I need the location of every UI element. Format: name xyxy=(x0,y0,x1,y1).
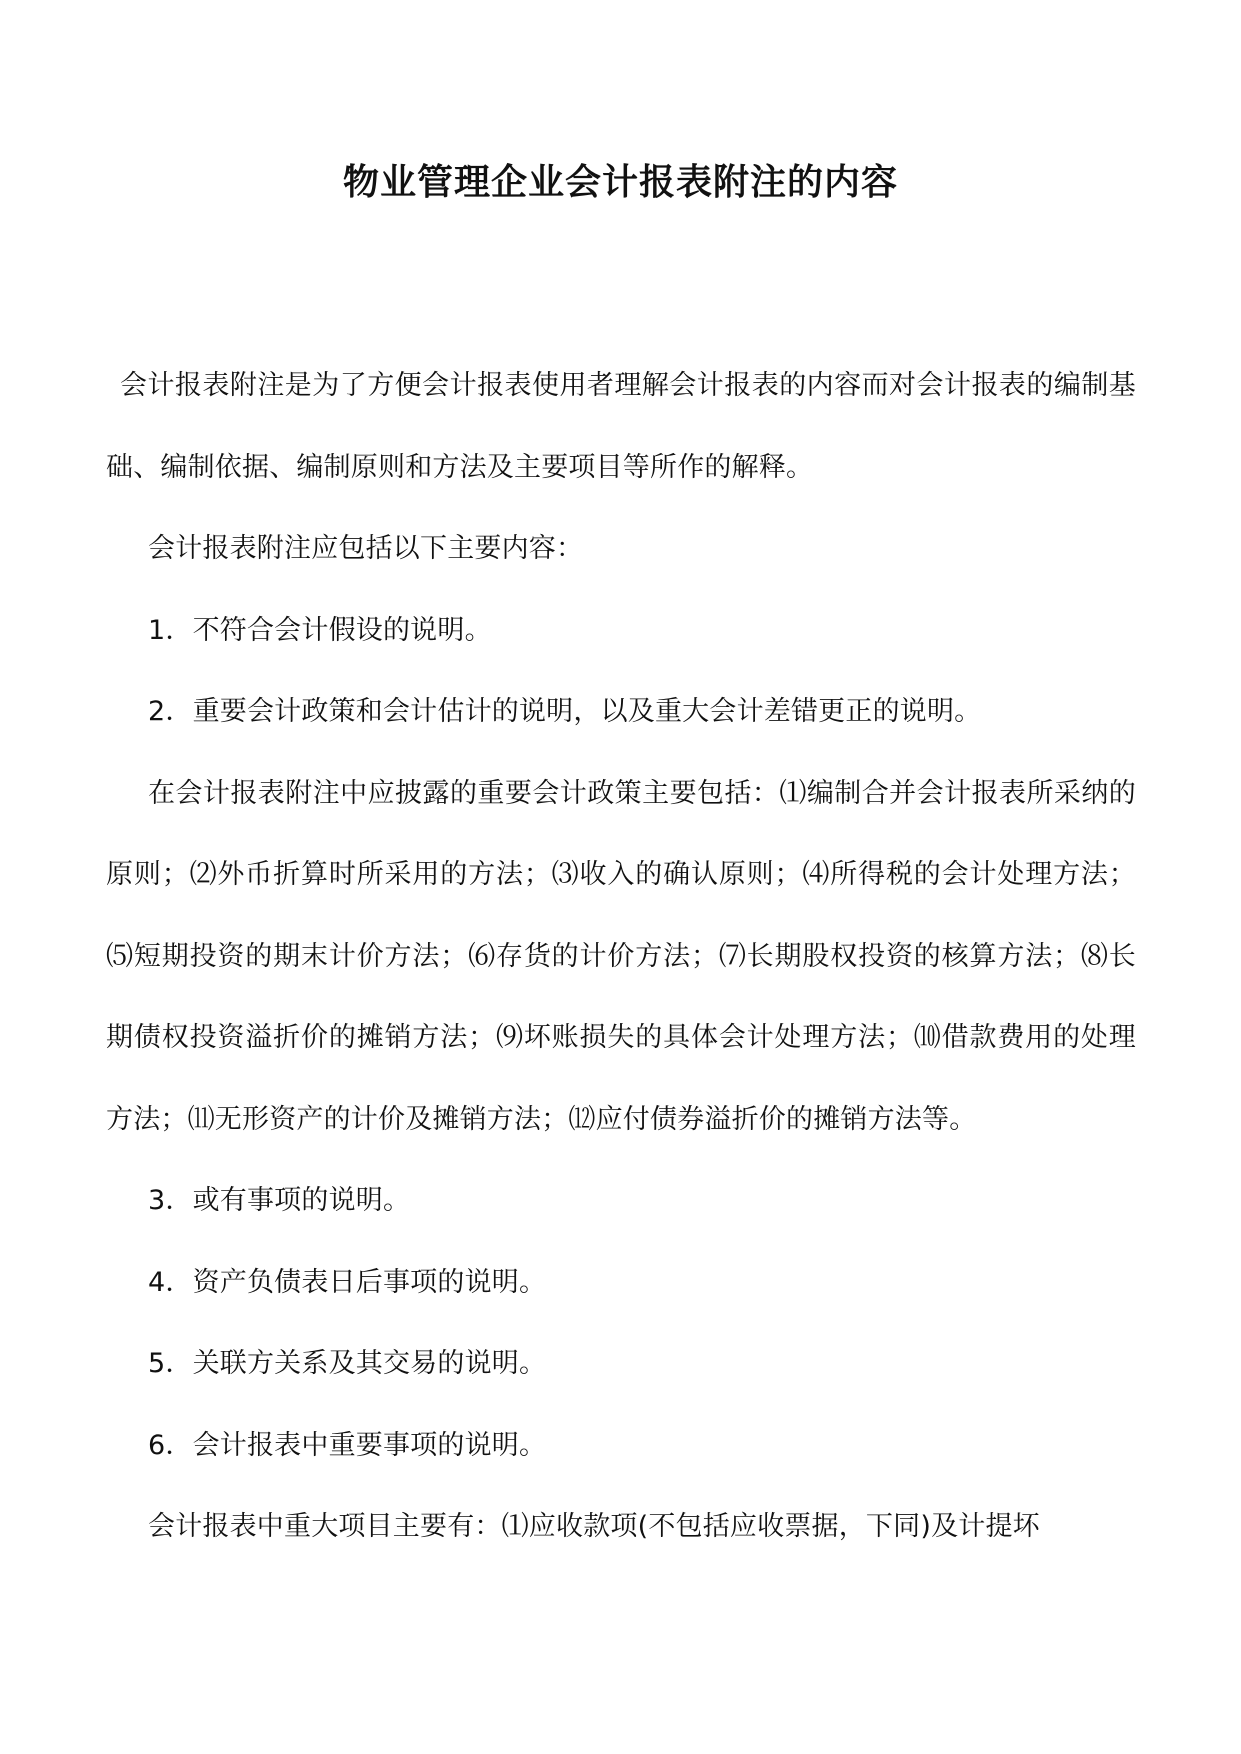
list-item-2: 2．重要会计政策和会计估计的说明，以及重大会计差错更正的说明。 xyxy=(148,696,982,727)
list-item-3: 3．或有事项的说明。 xyxy=(148,1185,411,1216)
paragraph-contents-heading: 会计报表附注应包括以下主要内容： xyxy=(148,533,584,564)
list-item-4: 4．资产负债表日后事项的说明。 xyxy=(148,1266,547,1298)
document-title: 物业管理企业会计报表附注的内容 xyxy=(342,161,898,203)
document-body xyxy=(106,345,1136,1568)
paragraph-accounting-policies: 在会计报表附注中应披露的重要会计政策主要包括：⑴编制合并会计报表所采纳的原则；⑵外币折算时所采用的方法；⑶收入的确认原则；⑷所得税的会计处理方法；⑸短期投资的期末计价方法；⑹存货的计价方法；⑺长期股权投资的核算方法；⑻长期债权投资溢折价的摊销方法；⑼坏账损失的具体会计处理方法；⑽借款费用的处理方法；⑾无形资产的计价及摊销方法；⑿应付债券溢折价的摊销方法等。 xyxy=(106,777,1136,1135)
list-item-1: 1．不符合会计假设的说明。 xyxy=(148,614,492,646)
list-item-5: 5．关联方关系及其交易的说明。 xyxy=(148,1348,547,1379)
paragraph-intro: 会计报表附注是为了方便会计报表使用者理解会计报表的内容而对会计报表的编制基础、编制依据、编制原则和方法及主要项目等所作的解释。 xyxy=(106,370,1136,483)
list-item-6: 6．会计报表中重要事项的说明。 xyxy=(148,1429,547,1461)
paragraph-major-items: 会计报表中重大项目主要有：⑴应收款项(不包括应收票据，下同)及计提坏 xyxy=(148,1511,1040,1542)
